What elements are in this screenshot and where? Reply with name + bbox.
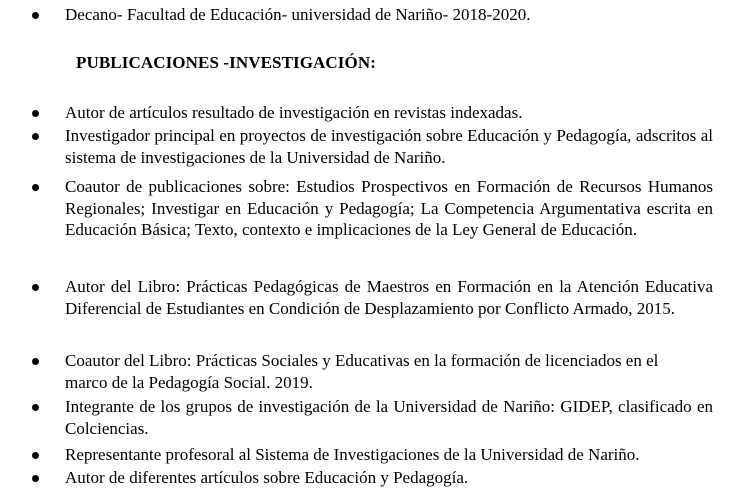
list-item-text: Coautor de publicaciones sobre: Estudios Prospectivos en Formación de Recursos Humanos Regionales; Investigar en Educación y Pedagogía; La Competencia Argumentativa escrita en Educación Básica; Texto, contexto e implicaciones de la Ley General de Educación.	[65, 177, 713, 239]
bullet-icon	[32, 404, 39, 411]
bullet-icon	[32, 184, 39, 191]
bullet-icon	[32, 12, 39, 19]
bullet-icon	[32, 452, 39, 459]
list-item-text: Investigador principal en proyectos de investigación sobre Educación y Pedagogía, adscritos al sistema de investigaciones de la Universidad de Nariño.	[65, 126, 713, 167]
list-item-text: Integrante de los grupos de investigación de la Universidad de Nariño: GIDEP, clasificado en Colciencias.	[65, 397, 713, 438]
list-item-text: Autor de artículos resultado de investigación en revistas indexadas.	[65, 103, 523, 122]
list-item-text: Decano- Facultad de Educación- universidad de Nariño- 2018-2020.	[65, 5, 531, 24]
list-item-text: Autor de diferentes artículos sobre Educación y Pedagogía.	[65, 468, 469, 487]
bullet-icon	[32, 358, 39, 365]
section-heading: PUBLICACIONES -INVESTIGACIÓN:	[76, 53, 376, 72]
bullet-icon	[32, 284, 39, 291]
bullet-icon	[32, 110, 39, 117]
list-item-text: Coautor del Libro: Prácticas Sociales y Educativas en la formación de licenciados en el marco de la Pedagogía Social. 2019.	[65, 351, 659, 392]
bullet-icon	[32, 133, 39, 140]
list-item-text: Autor del Libro: Prácticas Pedagógicas de Maestros en Formación en la Atención Educativa Diferencial de Estudiantes en Condición de Desplazamiento por Conflicto Armado, 2015.	[65, 277, 713, 318]
list-item-text: Representante profesoral al Sistema de Investigaciones de la Universidad de Nariño.	[65, 445, 640, 464]
bullet-icon	[32, 475, 39, 482]
